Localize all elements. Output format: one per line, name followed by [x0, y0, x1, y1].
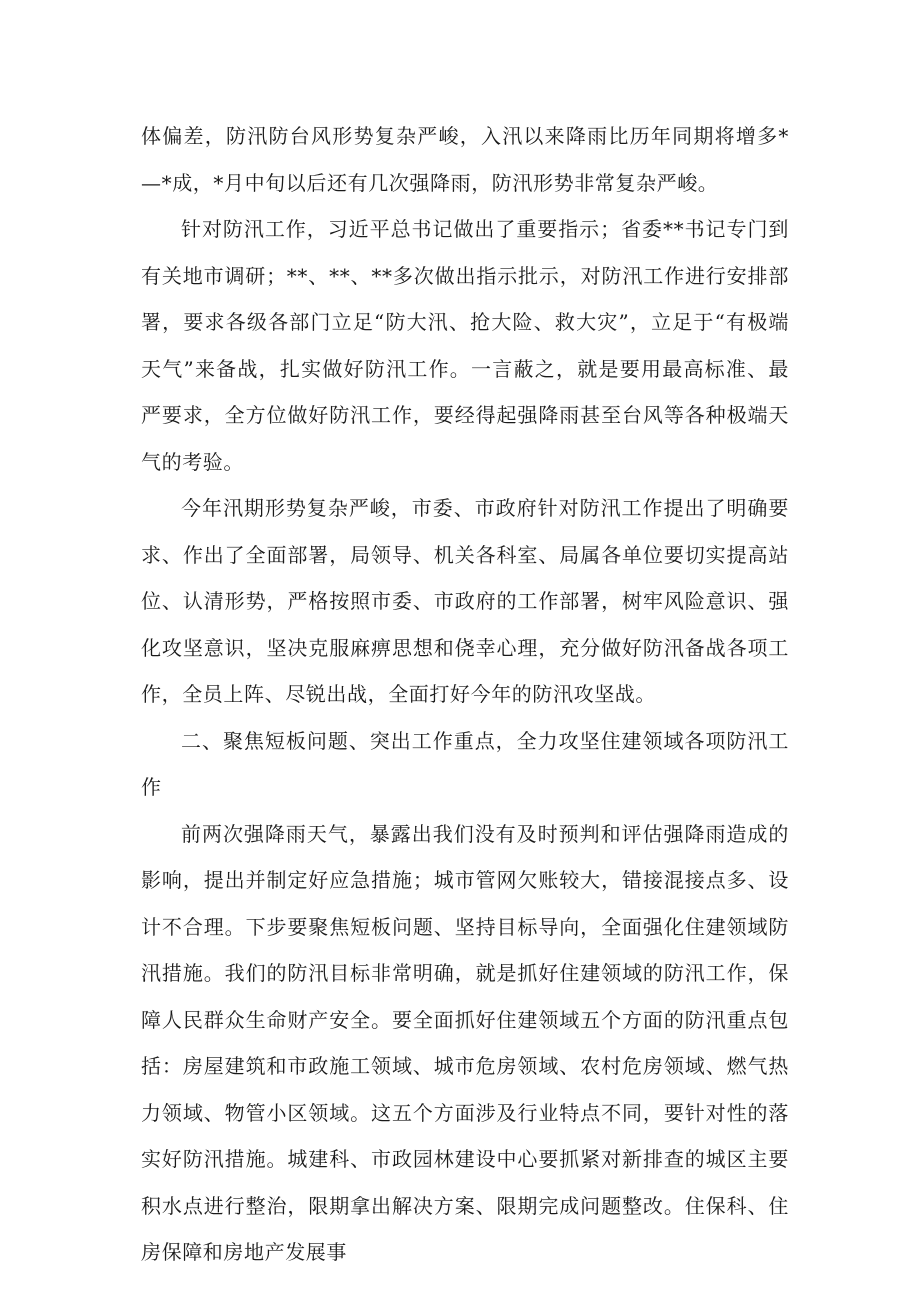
paragraph-situation: 今年汛期形势复杂严峻，市委、市政府针对防汛工作提出了明确要求、作出了全面部署，局领导、机关各科室、局属各单位要切实提高站位、认清形势，严格按照市委、市政府的工作部署，树牢风险意识、强化攻坚意识，坚决克服麻痹思想和侥幸心理，充分做好防汛备战各项工作，全员上阵、尽锐出战，全面打好今年的防汛攻坚战。	[141, 496, 789, 706]
paragraph-directives: 针对防汛工作，习近平总书记做出了重要指示；省委**书记专门到有关地市调研；**、**、**多次做出指示批示，对防汛工作进行安排部署，要求各级各部门立足“防大汛、抢大险、救大灾”，立足于“有极端天气”来备战，扎实做好防汛工作。一言蔽之，就是要用最高标准、最严要求，全方位做好防汛工作，要经得起强降雨甚至台风等各种极端天气的考验。	[141, 217, 789, 474]
document-body	[141, 113, 789, 1276]
section-heading-two: 二、聚焦短板问题、突出工作重点，全力攻坚住建领域各项防汛工作	[141, 728, 789, 799]
paragraph-continuation: 体偏差，防汛防台风形势复杂严峻，入汛以来降雨比历年同期将增多*—*成，*月中旬以后还有几次强降雨，防汛形势非常复杂严峻。	[141, 124, 789, 195]
paragraph-focus-shortcomings: 前两次强降雨天气，暴露出我们没有及时预判和评估强降雨造成的影响，提出并制定好应急措施；城市管网欠账较大，错接混接点多、设计不合理。下步要聚焦短板问题、坚持目标导向，全面强化住建领域防汛措施。我们的防汛目标非常明确，就是抓好住建领域的防汛工作，保障人民群众生命财产安全。要全面抓好住建领域五个方面的防汛重点包括：房屋建筑和市政施工领域、城市危房领域、农村危房领域、燃气热力领域、物管小区领域。这五个方面涉及行业特点不同，要针对性的落实好防汛措施。城建科、市政园林建设中心要抓紧对新排查的城区主要积水点进行整治，限期拿出解决方案、限期完成问题整改。住保科、住房保障和房地产发展事	[141, 821, 789, 1264]
